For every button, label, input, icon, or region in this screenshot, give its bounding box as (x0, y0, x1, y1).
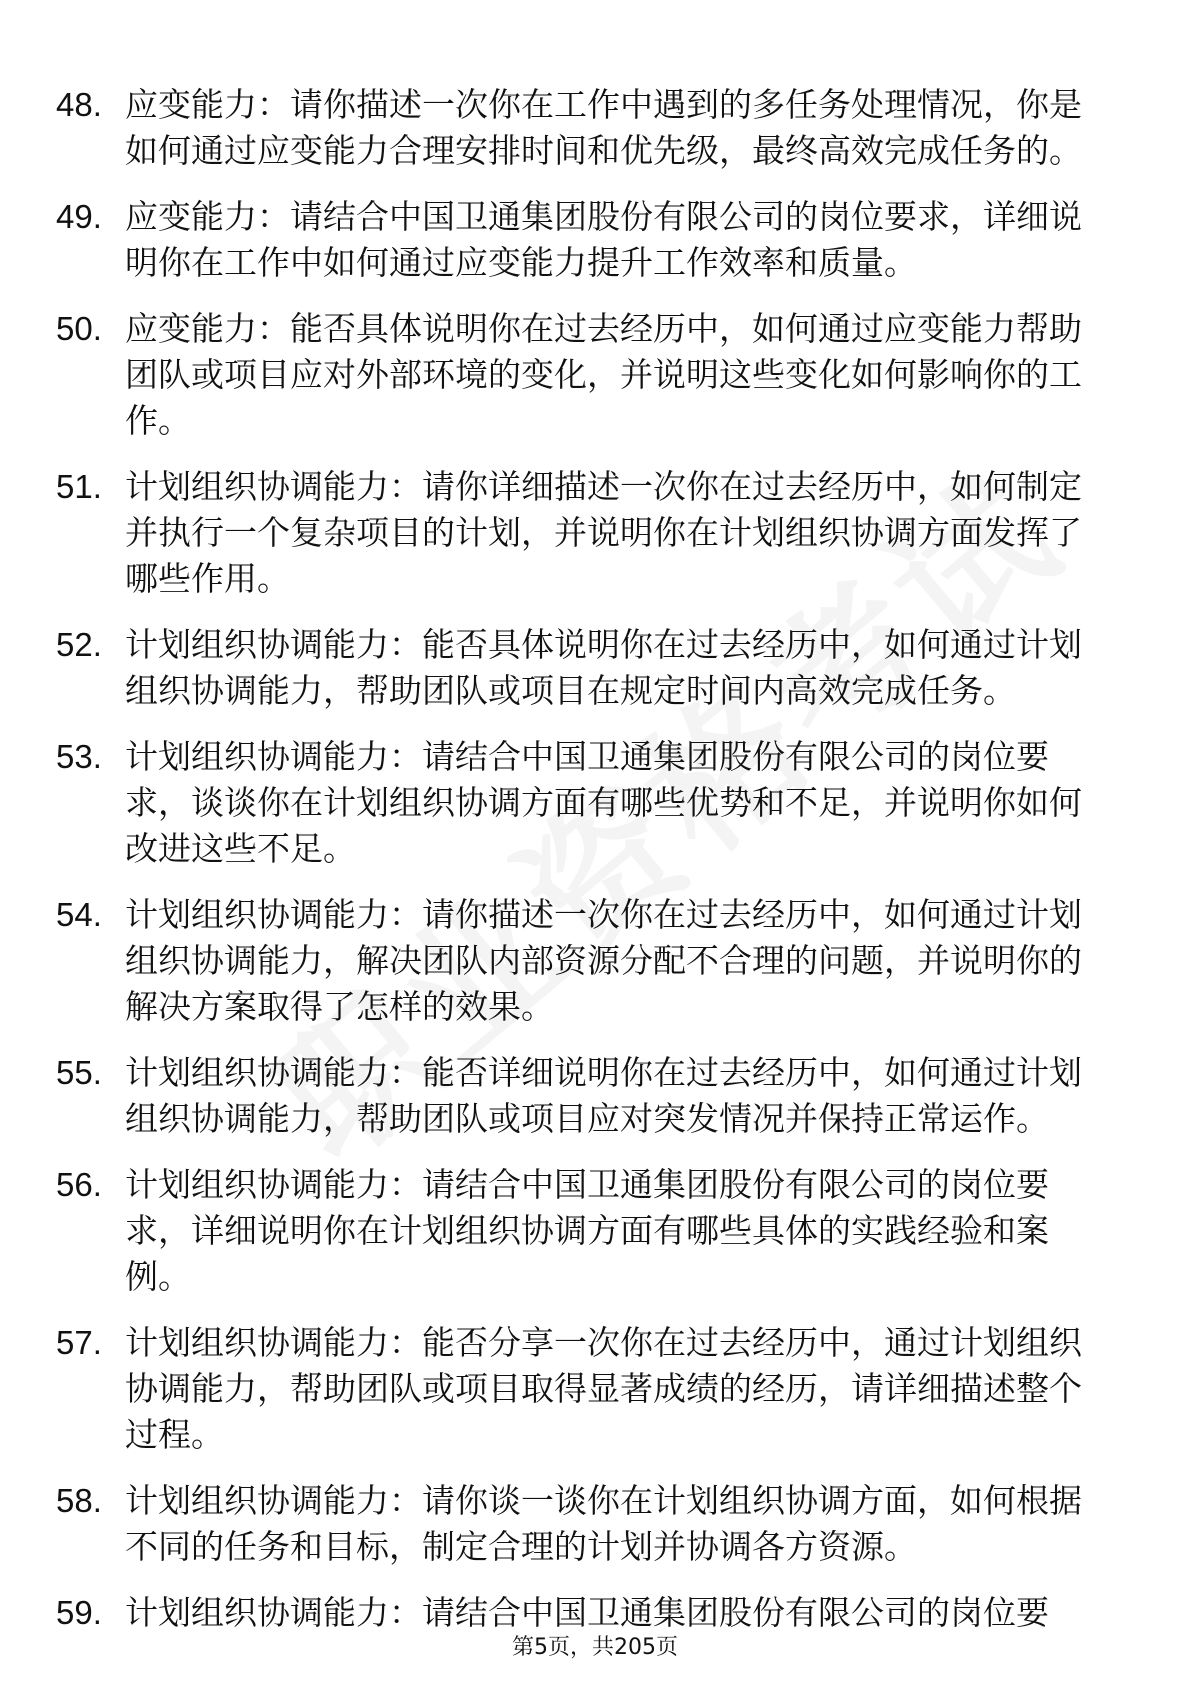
question-number: 50. (56, 310, 102, 347)
question-item (0, 1320, 1190, 1458)
question-number: 57. (56, 1324, 102, 1361)
page-footer: 第5页，共205页 (512, 1635, 678, 1660)
question-number: 56. (56, 1166, 102, 1203)
question-item (0, 1162, 1190, 1300)
question-item (0, 1478, 1190, 1570)
question-text: 计划组织协调能力：能否具体说明你在过去经历中，如何通过计划组织协调能力，帮助团队或项目在规定时间内高效完成任务。 (125, 625, 1082, 710)
question-item (0, 194, 1190, 286)
question-number: 49. (56, 198, 102, 235)
question-item (0, 306, 1190, 444)
question-text: 应变能力：能否具体说明你在过去经历中，如何通过应变能力帮助团队或项目应对外部环境的变化，并说明这些变化如何影响你的工作。 (125, 309, 1082, 440)
question-item (0, 464, 1190, 602)
question-number: 59. (56, 1594, 102, 1631)
question-number: 58. (56, 1482, 102, 1519)
question-item (0, 1050, 1190, 1142)
question-item (0, 892, 1190, 1030)
question-number: 52. (56, 626, 102, 663)
question-number: 54. (56, 896, 102, 933)
question-text: 计划组织协调能力：请你描述一次你在过去经历中，如何通过计划组织协调能力，解决团队内部资源分配不合理的问题，并说明你的解决方案取得了怎样的效果。 (125, 895, 1082, 1026)
question-number: 48. (56, 86, 102, 123)
question-text: 计划组织协调能力：请结合中国卫通集团股份有限公司的岗位要求，谈谈你在计划组织协调方面有哪些优势和不足，并说明你如何改进这些不足。 (125, 737, 1082, 868)
question-item (0, 82, 1190, 174)
question-text: 计划组织协调能力：能否详细说明你在过去经历中，如何通过计划组织协调能力，帮助团队或项目应对突发情况并保持正常运作。 (125, 1053, 1082, 1138)
question-item (0, 622, 1190, 714)
question-text: 计划组织协调能力：请结合中国卫通集团股份有限公司的岗位要 (125, 1593, 1049, 1632)
question-text: 计划组织协调能力：请结合中国卫通集团股份有限公司的岗位要求，详细说明你在计划组织协调方面有哪些具体的实践经验和案例。 (125, 1165, 1049, 1296)
question-list (0, 82, 1190, 1656)
question-text: 应变能力：请你描述一次你在工作中遇到的多任务处理情况，你是如何通过应变能力合理安排时间和优先级，最终高效完成任务的。 (125, 85, 1082, 170)
question-text: 计划组织协调能力：请你详细描述一次你在过去经历中，如何制定并执行一个复杂项目的计划，并说明你在计划组织协调方面发挥了哪些作用。 (125, 467, 1082, 598)
question-text: 计划组织协调能力：能否分享一次你在过去经历中，通过计划组织协调能力，帮助团队或项目取得显著成绩的经历，请详细描述整个过程。 (125, 1323, 1082, 1454)
question-text: 应变能力：请结合中国卫通集团股份有限公司的岗位要求，详细说明你在工作中如何通过应变能力提升工作效率和质量。 (125, 197, 1082, 282)
question-number: 55. (56, 1054, 102, 1091)
question-text: 计划组织协调能力：请你谈一谈你在计划组织协调方面，如何根据不同的任务和目标，制定合理的计划并协调各方资源。 (125, 1481, 1082, 1566)
question-item (0, 734, 1190, 872)
question-number: 53. (56, 738, 102, 775)
question-number: 51. (56, 468, 102, 505)
